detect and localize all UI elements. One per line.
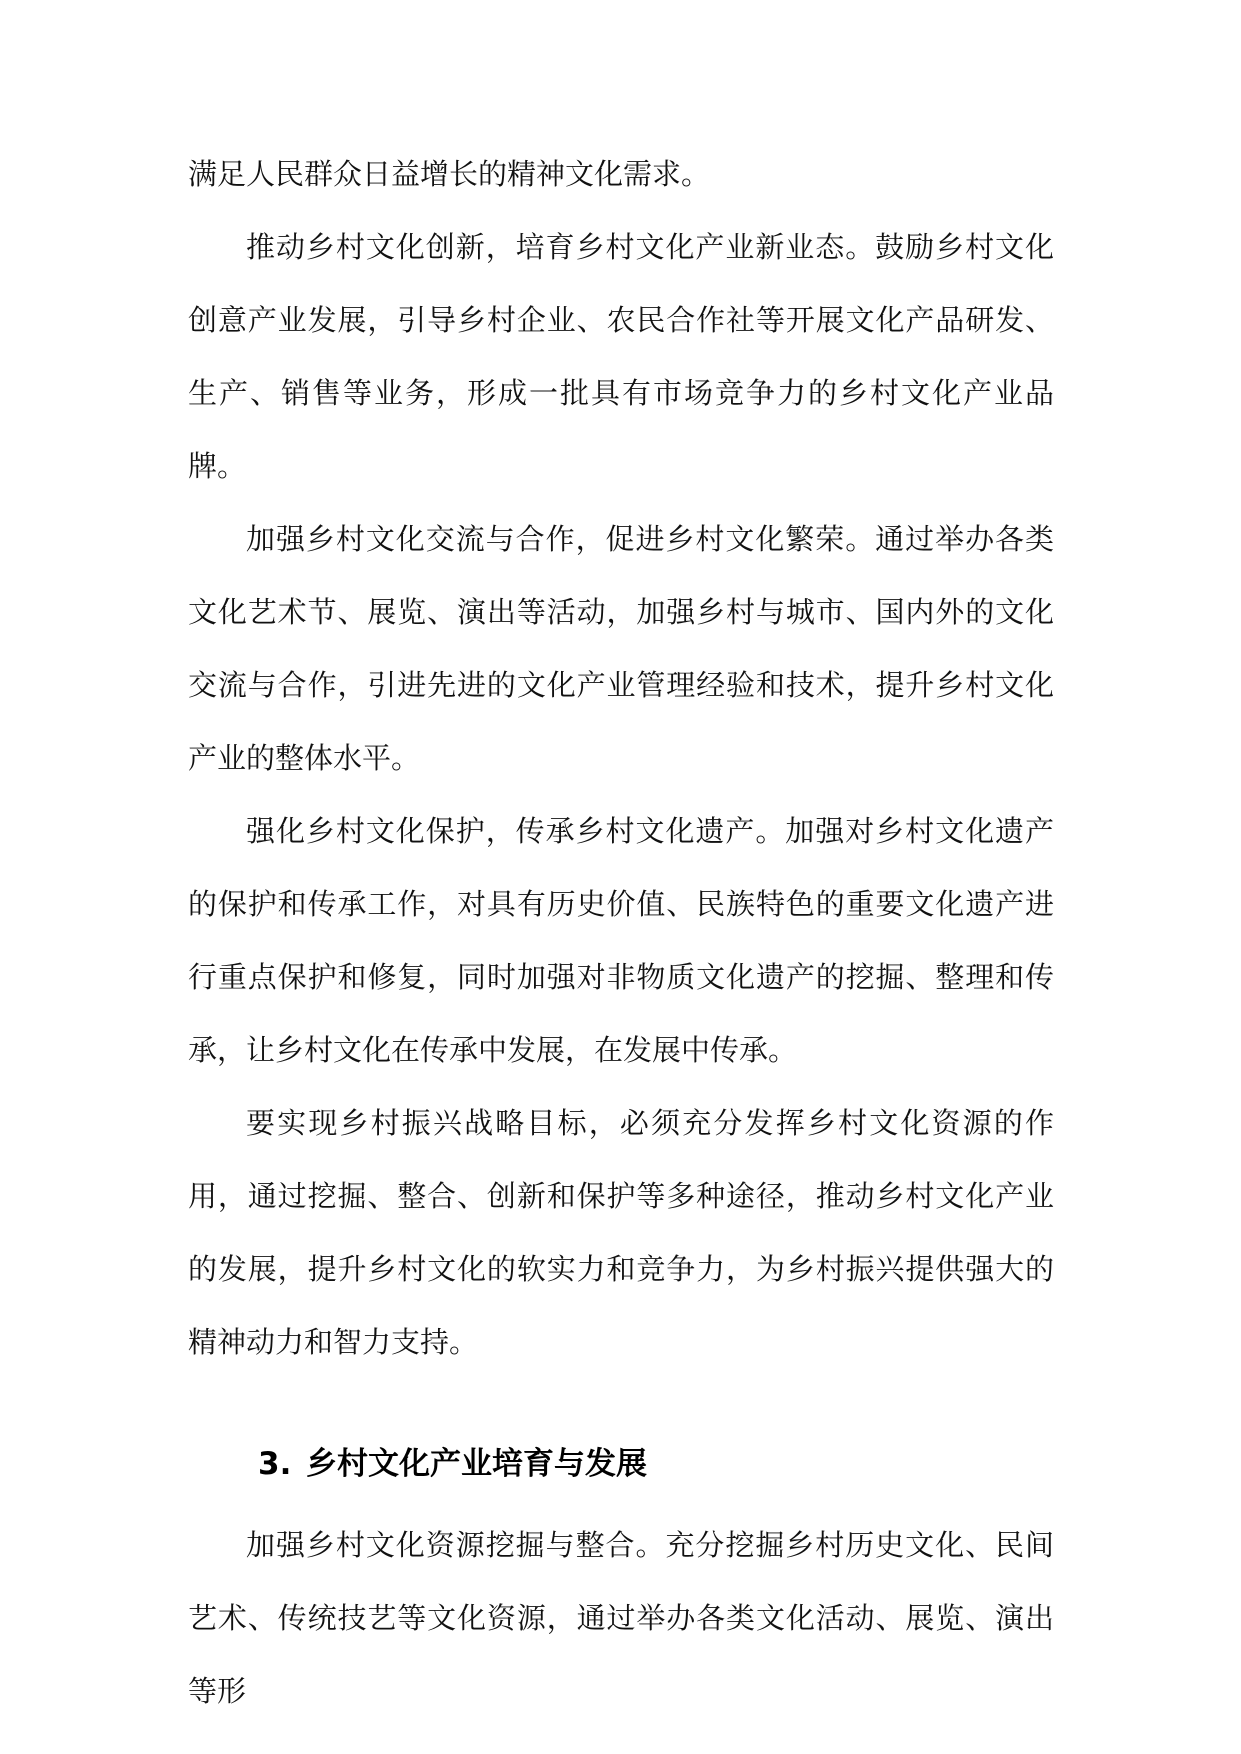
paragraph-rural-revitalization-goal: 要实现乡村振兴战略目标，必须充分发挥乡村文化资源的作用，通过挖掘、整合、创新和保护等多种途径，推动乡村文化产业的发展，提升乡村文化的软实力和竞争力，为乡村振兴提供强大的精神动力和智力支持。 [188, 1106, 1054, 1359]
section-title: 乡村文化产业培育与发展 [306, 1446, 647, 1482]
section-number: 3. [258, 1446, 292, 1482]
paragraph-cultural-innovation: 推动乡村文化创新，培育乡村文化产业新业态。鼓励乡村文化创意产业发展，引导乡村企业、农民合作社等开展文化产品研发、生产、销售等业务，形成一批具有市场竞争力的乡村文化产业品牌。 [188, 230, 1054, 483]
document-body [188, 138, 1054, 1728]
paragraph-cultural-protection: 强化乡村文化保护，传承乡村文化遗产。加强对乡村文化遗产的保护和传承工作，对具有历史价值、民族特色的重要文化遗产进行重点保护和修复，同时加强对非物质文化遗产的挖掘、整理和传承，让乡村文化在传承中发展，在发展中传承。 [188, 814, 1054, 1067]
paragraph-resource-mining: 加强乡村文化资源挖掘与整合。充分挖掘乡村历史文化、民间艺术、传统技艺等文化资源，通过举办各类文化活动、展览、演出等形 [188, 1528, 1054, 1708]
section-heading [188, 1434, 1054, 1494]
paragraph-continuation: 满足人民群众日益增长的精神文化需求。 [188, 157, 711, 191]
paragraph-cultural-exchange: 加强乡村文化交流与合作，促进乡村文化繁荣。通过举办各类文化艺术节、展览、演出等活动，加强乡村与城市、国内外的文化交流与合作，引进先进的文化产业管理经验和技术，提升乡村文化产业的整体水平。 [188, 522, 1054, 775]
